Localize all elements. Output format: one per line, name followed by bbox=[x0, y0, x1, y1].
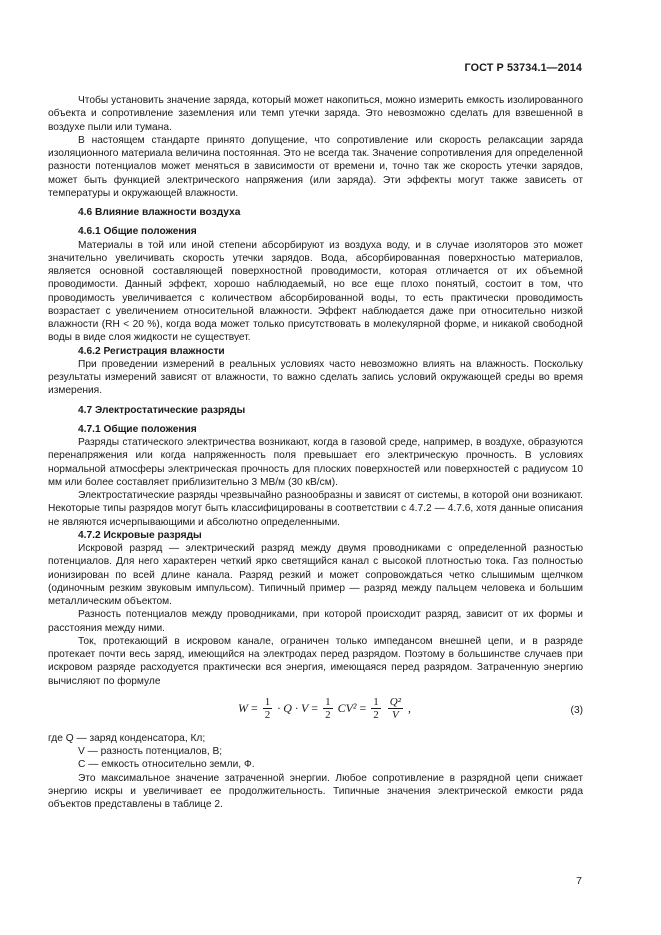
fraction-4-num: Q² bbox=[389, 695, 402, 708]
section-4-6-2-title: 4.6.2 Регистрация влажности bbox=[78, 345, 225, 357]
fraction-2 bbox=[323, 696, 333, 721]
formula-term-1: · Q · V bbox=[277, 700, 309, 715]
legend-line-v: V — разность потенциалов, В; bbox=[78, 746, 223, 757]
paragraph-final: Это максимальное значение затраченной энергии. Любое сопротивление в разрядной цепи снижает энергию искры и увеличивает ее продолжительность. Типичные значения электрической емкости ряда объектов представлены в таблице 2. bbox=[48, 772, 583, 810]
section-4-7-2-text-2: Разность потенциалов между проводниками, при которой происходит разряд, зависит от их формы и расстояния между ними. bbox=[48, 609, 583, 634]
section-4-7-1-title: 4.7.1 Общие положения bbox=[78, 423, 197, 435]
energy-formula bbox=[238, 696, 411, 721]
section-4-7-1-text-1: Разряды статического электричества возникают, когда в газовой среде, например, в воздухе, образуются перенапряжения или когда напряженность поля превышает его электрическую прочность. В условиях нормальной атмосферы электрическая прочность для плоских поверхностей или поверхностей с радиусом 10 мм или более составляет приблизительно 3 МВ/м (30 кВ/см). bbox=[48, 437, 583, 488]
fraction-3 bbox=[371, 696, 381, 721]
legend-line-c: C — емкость относительно земли, Ф. bbox=[78, 759, 255, 771]
fraction-3-num: 1 bbox=[373, 695, 379, 708]
document-body bbox=[48, 94, 583, 811]
section-4-7-1-text-2: Электростатические разряды чрезвычайно разнообразны и зависят от системы, в которой они возникают. Некоторые типы разрядов могут быть классифицированы в соответствии с 4.7.2 — 4.7.6, хотя данные описания не являются исчерпывающими и абсолютно определенными. bbox=[48, 490, 583, 528]
formula-eq-3: = bbox=[359, 700, 367, 715]
fraction-1-den: 2 bbox=[264, 708, 271, 721]
section-4-7-2-text-1: Искровой разряд — электрический разряд между двумя проводниками с определенной разностью потенциалов. Для него характерен четкий ярко светящийся канал с высокой плотностью тока. Газ полностью ионизирован по всей длине канала. Разряд резкий и может сопровождаться четко слышимым щелчком (одиночным резким звуковым импульсом). Типичный пример — разряд между пальцем человека и большим металлическим объектом. bbox=[48, 543, 583, 607]
fraction-1 bbox=[263, 696, 273, 721]
formula-number: (3) bbox=[570, 704, 583, 716]
formula-lhs: W bbox=[238, 700, 248, 715]
fraction-2-num: 1 bbox=[325, 695, 331, 708]
section-4-6-title: 4.6 Влияние влажности воздуха bbox=[78, 207, 241, 218]
paragraph-intro-1: Чтобы установить значение заряда, который может накопиться, можно измерить емкость изолированного объекта и сопротивление заземления или темп утечки заряда. Это невозможно сделать для взвешенной в воздухе пыли или тумана. bbox=[48, 95, 583, 133]
formula-tail: , bbox=[408, 700, 412, 715]
section-4-7-title: 4.7 Электростатические разряды bbox=[78, 404, 246, 416]
fraction-2-den: 2 bbox=[325, 708, 331, 721]
document-code-header: ГОСТ Р 53734.1—2014 bbox=[464, 62, 582, 74]
formula-eq-1: = bbox=[251, 700, 258, 715]
fraction-4-den: V bbox=[392, 708, 399, 721]
page-number: 7 bbox=[576, 875, 582, 887]
section-4-7-2-title: 4.7.2 Искровые разряды bbox=[78, 529, 202, 541]
section-4-6-1-title: 4.6.1 Общие положения bbox=[78, 226, 197, 238]
section-4-7-2-text-3: Ток, протекающий в искровом канале, ограничен только импедансом внешней цепи, и в разряде протекает почти весь заряд, имеющийся на электродах перед разрядом. Поэтому в большинстве случаев при искровом разряде расходуется практически вся энергия, имеющаяся перед разрядом. Затраченную энергию вычисляют по формуле bbox=[48, 635, 583, 687]
formula-term-2: CV² bbox=[337, 700, 357, 715]
paragraph-intro-2: В настоящем стандарте принято допущение, что сопротивление или скорость релаксации заряда изоляционного материала величина постоянная. Это не всегда так. Значение сопротивления для определенной разности потенциалов может меняться в зависимости от времени и, точно так же скорость утечки зарядов, может быть функцией электрического напряжения (или заряда). Эти эффекты могут также зависеть от температуры и окружающей влажности. bbox=[48, 134, 583, 199]
section-4-6-2-text: При проведении измерений в реальных условиях часто невозможно влиять на влажность. Поскольку результаты измерений зависят от влажности, то важно сделать запись условий окружающей среды во время измерения. bbox=[48, 358, 583, 397]
fraction-1-num: 1 bbox=[264, 695, 271, 708]
legend-line-q: где Q — заряд конденсатора, Кл; bbox=[48, 732, 206, 744]
formula-3 bbox=[48, 694, 583, 728]
fraction-3-den: 2 bbox=[373, 708, 379, 721]
fraction-4 bbox=[388, 696, 403, 721]
formula-eq-2: = bbox=[311, 700, 319, 715]
section-4-6-1-text: Материалы в той или иной степени абсорбируют из воздуха воду, и в случае изоляторов это может значительно увеличивать скорость утечки зарядов. Вода, абсорбированная поверхностью материалов, является основной составляющей поверхностной проводимости, которая отличается от их объемной проводимости. Данный эффект, хорошо наблюдаемый, но все еще плохо понятый, состоит в том, что проводимость увеличивается с количеством абсорбированной воды, то есть практически проводимость возрастает с увеличением относительной влажности. Эффект наблюдается даже при относительно низкой влажности (RH < 20 %), когда вода может только присутствовать в молекулярной форме, и никакой свободной воды в виде слоя жидкости не существует. bbox=[48, 239, 583, 344]
